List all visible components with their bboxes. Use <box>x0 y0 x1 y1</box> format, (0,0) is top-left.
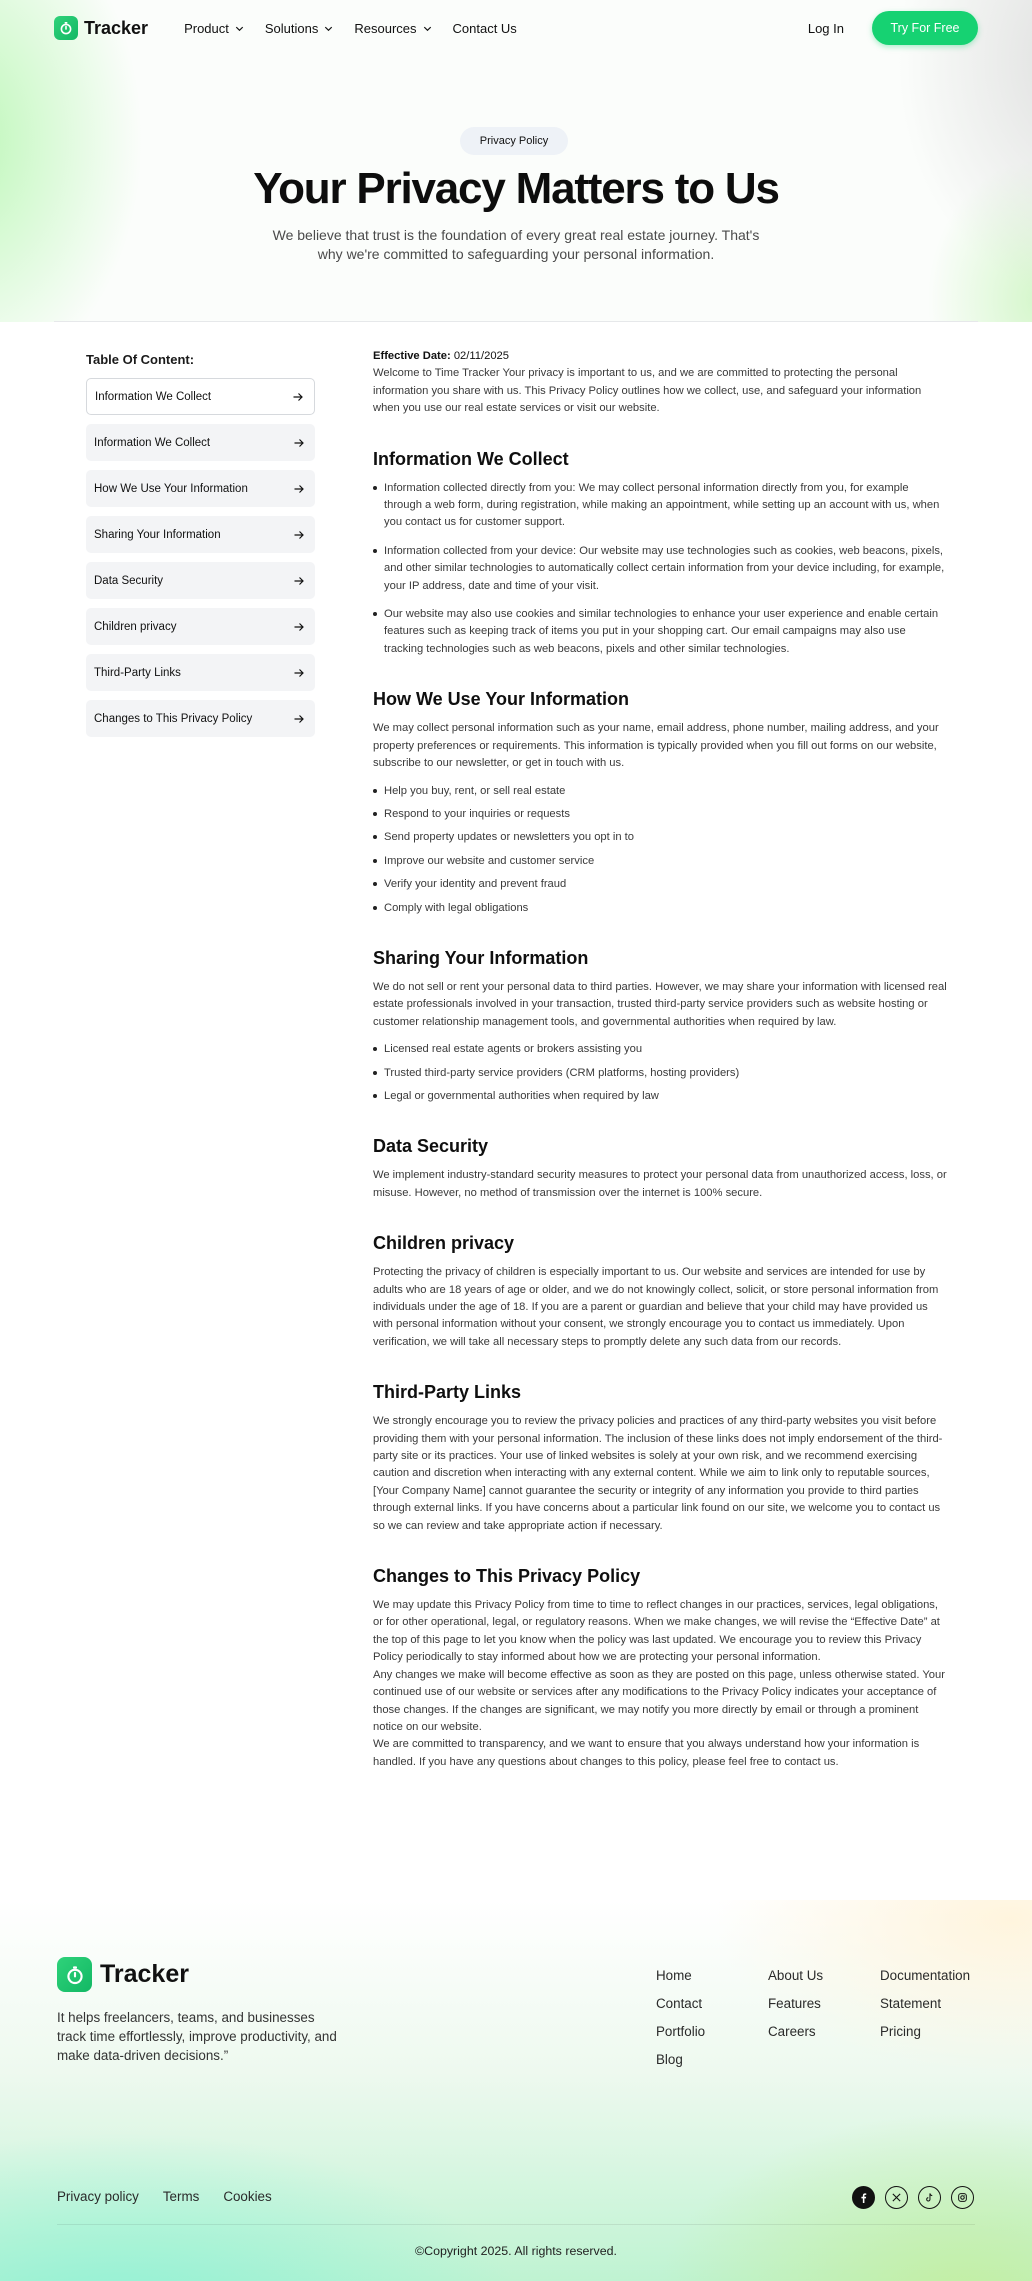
footer-column-3 <box>880 1968 970 2070</box>
footer-link-home[interactable]: Home <box>656 1968 692 1983</box>
section-heading-use: How We Use Your Information <box>373 689 630 710</box>
footer-link-careers[interactable]: Careers <box>768 2024 816 2039</box>
use-list <box>373 783 947 917</box>
footer-legal-links <box>57 2189 272 2204</box>
nav-item-label: Contact Us <box>452 20 517 36</box>
toc-item-label: Children privacy <box>94 620 177 633</box>
use-paragraph: We may collect personal information such as your name, email address, phone number, mailing address, and your property preferences or requirements. This information is typically provided when you fill out forms on our website, subscribe to our newsletter, or get in touch with us. <box>373 722 939 770</box>
instagram-icon[interactable] <box>951 2186 974 2209</box>
nav-item-solutions[interactable] <box>265 21 334 36</box>
list-item: Comply with legal obligations <box>373 900 947 917</box>
list-item: Information collected from your device: Our website may use technologies such as cookies, web beacons, pixels, and other similar technologies to automatically collect certain information from your device including, for example, your IP address, date and time of your visit. <box>373 543 947 595</box>
nav-item-product[interactable] <box>184 21 245 36</box>
toc-item-label: Third-Party Links <box>94 666 181 679</box>
page-subtitle: We believe that trust is the foundation of every great real estate journey. That's why we're committed to safeguarding your personal information. <box>272 227 760 262</box>
table-of-contents <box>86 352 315 746</box>
toc-item-information-we-collect[interactable] <box>86 378 315 415</box>
hero-section <box>0 0 1032 322</box>
policy-article <box>373 348 947 1771</box>
effective-date-value: 02/11/2025 <box>453 350 509 362</box>
footer-link-pricing[interactable]: Pricing <box>880 2024 921 2039</box>
footer-column-1 <box>656 1968 768 2070</box>
arrow-right-icon <box>293 529 305 541</box>
section-heading-children: Children privacy <box>373 1233 515 1254</box>
nav-actions <box>808 11 978 45</box>
sharing-paragraph: We do not sell or rent your personal data to third parties. However, we may share your information with licensed real estate professionals involved in your transaction, trusted third-party service providers such as website hosting or customer relationship management tools, and governmental authorities when required by law. <box>373 980 947 1028</box>
x-icon[interactable] <box>885 2186 908 2209</box>
section-heading-sharing: Sharing Your Information <box>373 947 589 968</box>
effective-date <box>373 348 947 365</box>
list-item: Legal or governmental authorities when required by law <box>373 1088 947 1105</box>
section-heading-security: Data Security <box>373 1136 489 1157</box>
tiktok-icon[interactable] <box>918 2186 941 2209</box>
toc-item-label: Sharing Your Information <box>94 528 221 541</box>
list-item: Respond to your inquiries or requests <box>373 806 947 823</box>
arrow-right-icon <box>293 575 305 587</box>
footer-link-blog[interactable]: Blog <box>656 2052 683 2067</box>
toc-item-third-party-links[interactable] <box>86 654 315 691</box>
section-heading-changes: Changes to This Privacy Policy <box>373 1566 641 1587</box>
cookies-link[interactable]: Cookies <box>223 2189 272 2204</box>
terms-link[interactable]: Terms <box>162 2189 200 2204</box>
site-footer <box>0 1900 1032 2281</box>
arrow-right-icon <box>293 713 305 725</box>
sharing-list <box>373 1041 947 1105</box>
nav-links <box>184 21 517 36</box>
top-navbar <box>0 0 1032 56</box>
list-item: Help you buy, rent, or sell real estate <box>373 783 947 800</box>
social-links <box>852 2186 974 2209</box>
collect-list <box>373 480 947 659</box>
footer-column-2 <box>768 1968 880 2070</box>
list-item: Our website may also use cookies and similar technologies to enhance your user experience and enable certain features such as keeping track of items you put in your shopping cart. Our email campaigns may also use tracking technologies such as web beacons, pixels and other similar technologies. <box>373 606 947 658</box>
section-heading-third-party: Third-Party Links <box>373 1382 522 1403</box>
effective-date-label: Effective Date: <box>373 350 451 362</box>
toc-item-label: Changes to This Privacy Policy <box>94 712 253 725</box>
toc-item-changes[interactable] <box>86 700 315 737</box>
changes-paragraph: We may update this Privacy Policy from time to time to reflect changes in our practices, services, legal obligations, or for other operational, legal, or regulatory reasons. When we make changes, we will revise the “Effective Date” at the top of this page to let you know when the policy was last updated. We encourage you to review this Privacy Policy periodically to stay informed about how we are protecting your personal information. <box>373 1599 940 1664</box>
chevron-down-icon <box>234 23 245 34</box>
list-item: Trusted third-party service providers (CRM platforms, hosting providers) <box>373 1065 947 1082</box>
children-paragraph: Protecting the privacy of children is especially important to us. Our website and services are intended for use by adults who are 18 years of age or older, and we do not knowingly collect, solicit, or store personal information from individuals under the age of 18. If you are a parent or guardian and believe that your child may have provided us with personal information without your consent, we strongly encourage you to contact us immediately. Upon verification, we will take all necessary steps to promptly delete any such data from our records. <box>373 1266 939 1348</box>
stopwatch-icon <box>54 16 78 40</box>
brand-name: Tracker <box>84 17 149 38</box>
toc-item-children-privacy[interactable] <box>86 608 315 645</box>
intro-paragraph: Welcome to Time Tracker Your privacy is important to us, and we are committed to protecting the personal information you share with us. This Privacy Policy outlines how we collect, use, and safeguard your information when you use our real estate services or visit our website. <box>373 367 922 415</box>
chevron-down-icon <box>422 23 433 34</box>
arrow-right-icon <box>292 391 304 403</box>
page-title: Your Privacy Matters to Us <box>253 164 779 213</box>
toc-item-information-we-collect-2[interactable] <box>86 424 315 461</box>
nav-item-resources[interactable] <box>354 21 432 36</box>
section-heading-collect: Information We Collect <box>373 448 569 469</box>
toc-item-label: Data Security <box>94 574 164 587</box>
list-item: Verify your identity and prevent fraud <box>373 876 947 893</box>
list-item: Information collected directly from you: We may collect personal information directly from you, for example through a web form, during registration, while making an appointment, while setting up an account with us, when you contact us for customer support. <box>373 480 947 532</box>
copyright-text: ©Copyright 2025. All rights reserved. <box>415 2244 617 2258</box>
nav-item-contact-us[interactable] <box>453 21 517 36</box>
third-party-paragraph: We strongly encourage you to review the privacy policies and practices of any third-party websites you visit before providing them with your personal information. The inclusion of these links does not imply endorsement of the third-party site or its practices. Your use of linked websites is solely at your own risk, and we recommend exercising caution and discretion when interacting with any external content. While we aim to link only to reputable sources, [Your Company Name] cannot guarantee the security or integrity of any information you provide to third parties through external links. If you have concerns about a particular link found on our site, we welcome you to contact us so we can review and take appropriate action if necessary. <box>373 1415 943 1532</box>
changes-paragraph: Any changes we make will become effective as soon as they are posted on this page, unless otherwise stated. Your continued use of our website or services after any modifications to the Privacy Policy indicates your acceptance of those changes. If the changes are significant, we may notify you more directly by email or through a prominent notice on our website. <box>373 1668 945 1733</box>
privacy-policy-link[interactable]: Privacy policy <box>57 2189 139 2204</box>
arrow-right-icon <box>293 621 305 633</box>
security-paragraph: We implement industry-standard security measures to protect your personal data from unauthorized access, loss, or misuse. However, no method of transmission over the internet is 100% secure. <box>373 1169 947 1199</box>
toc-item-label: Information We Collect <box>95 390 212 403</box>
chevron-down-icon <box>323 23 334 34</box>
main-content <box>0 322 1032 1900</box>
stopwatch-icon <box>57 1957 92 1992</box>
brand-logo[interactable] <box>54 16 148 40</box>
changes-paragraph: We are committed to transparency, and we want to ensure that you always understand how your information is handled. If you have any questions about changes to this policy, please feel free to contact us. <box>373 1738 920 1768</box>
list-item: Improve our website and customer service <box>373 853 947 870</box>
arrow-right-icon <box>293 483 305 495</box>
nav-item-label: Resources <box>354 20 417 36</box>
toc-title: Table Of Content: <box>86 352 195 367</box>
footer-divider <box>57 2224 975 2225</box>
try-for-free-button[interactable]: Try For Free <box>872 11 978 45</box>
footer-brand-name: Tracker <box>100 1960 189 1988</box>
footer-description: It helps freelancers, teams, and businesses track time effortlessly, improve productivity, and make data-driven decisions.” <box>57 2010 337 2063</box>
toc-item-how-we-use[interactable] <box>86 470 315 507</box>
footer-link-portfolio[interactable]: Portfolio <box>656 2024 706 2039</box>
footer-link-about-us[interactable]: About Us <box>768 1968 824 1983</box>
privacy-policy-badge: Privacy Policy <box>460 127 568 155</box>
arrow-right-icon <box>293 667 305 679</box>
facebook-icon[interactable] <box>852 2186 875 2209</box>
toc-item-label: How We Use Your Information <box>94 482 248 495</box>
toc-item-label: Information We Collect <box>94 436 211 449</box>
footer-link-contact[interactable]: Contact <box>656 1996 703 2011</box>
toc-item-data-security[interactable] <box>86 562 315 599</box>
list-item: Send property updates or newsletters you opt in to <box>373 829 947 846</box>
list-item: Licensed real estate agents or brokers assisting you <box>373 1041 947 1058</box>
footer-link-statement[interactable]: Statement <box>880 1996 942 2011</box>
footer-link-features[interactable]: Features <box>768 1996 821 2011</box>
footer-link-documentation[interactable]: Documentation <box>880 1968 971 1983</box>
login-link[interactable]: Log In <box>807 20 844 36</box>
nav-item-label: Solutions <box>264 20 319 36</box>
arrow-right-icon <box>293 437 305 449</box>
footer-brand-logo[interactable] <box>57 1957 189 1992</box>
footer-link-columns <box>656 1968 970 2070</box>
toc-item-sharing[interactable] <box>86 516 315 553</box>
nav-item-label: Product <box>184 20 229 36</box>
